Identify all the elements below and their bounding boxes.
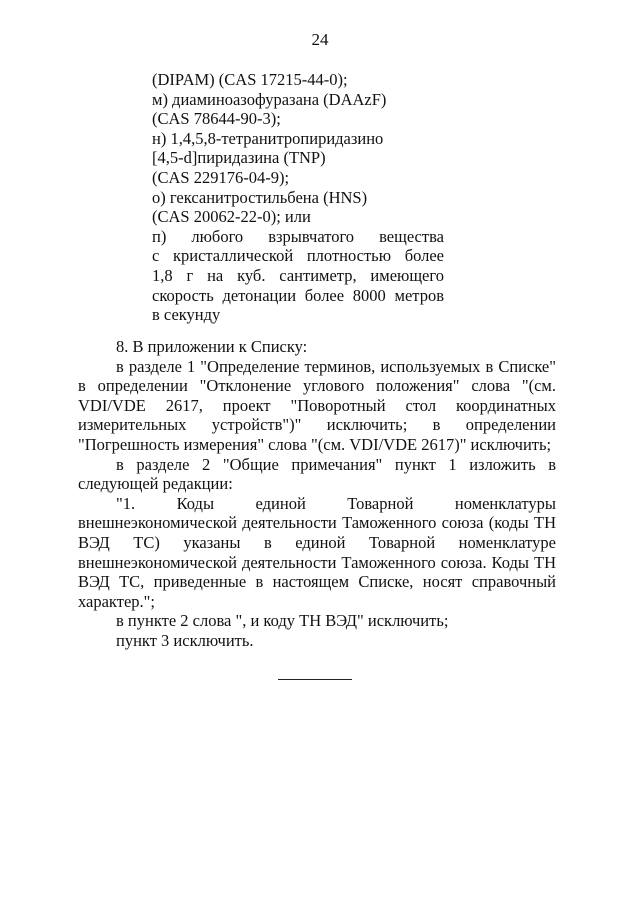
paragraph: в разделе 1 "Определение терминов, используемых в Списке" в определении "Отклонение углового положения" слова "(см. VDI/VDE 2617, проект "Поворотный стол координатных измерительных устройств")" исключить; в определении "Погрешность измерения" слова "(см. VDI/VDE 2617)" исключить; [78, 356, 556, 454]
list-item: (CAS 20062-22-0); или [152, 207, 311, 227]
paragraph: в разделе 2 "Общие примечания" пункт 1 изложить в следующей редакции: [78, 454, 556, 494]
list-item-p-line: п) любого взрывчатого вещества [152, 226, 444, 246]
paragraph: пункт 3 исключить. [116, 630, 254, 650]
list-item: (CAS 229176-04-9); [152, 167, 290, 187]
list-item-p-line: с кристаллической плотностью более [152, 246, 444, 266]
quoted-paragraph: "1. Коды единой Товарной номенклатуры внешнеэкономической деятельности Таможенного союза (коды ТН ВЭД ТС) указаны в единой Товарной номенклатуре внешнеэкономической деятельности Таможенного союза. Коды ТН ВЭД ТС, приведенные в настоящем Списке, носят справочный характер."; [78, 493, 556, 611]
list-item: н) 1,4,5,8-тетранитропиридазино [152, 128, 384, 148]
page-number: 24 [311, 30, 329, 49]
list-item: (DIPAM) (CAS 17215-44-0); [152, 70, 348, 89]
list-item-p-last-line: в секунду [152, 305, 221, 325]
list-item: (CAS 78644-90-3); [152, 109, 281, 129]
explosives-list [152, 70, 444, 325]
list-item: о) гексанитростильбена (HNS) [152, 187, 368, 207]
section-heading: 8. В приложении к Списку: [116, 337, 308, 356]
list-item-p-line: скорость детонации более 8000 метров [152, 285, 444, 305]
list-item: [4,5-d]пиридазина (TNP) [152, 148, 326, 168]
section-8 [78, 337, 556, 651]
list-item: м) диаминоазофуразана (DAAzF) [152, 89, 387, 109]
list-item-p-line: 1,8 г на куб. сантиметр, имеющего [152, 265, 444, 285]
end-divider [278, 679, 352, 680]
paragraph: в пункте 2 слова ", и коду ТН ВЭД" исключить; [116, 611, 449, 631]
